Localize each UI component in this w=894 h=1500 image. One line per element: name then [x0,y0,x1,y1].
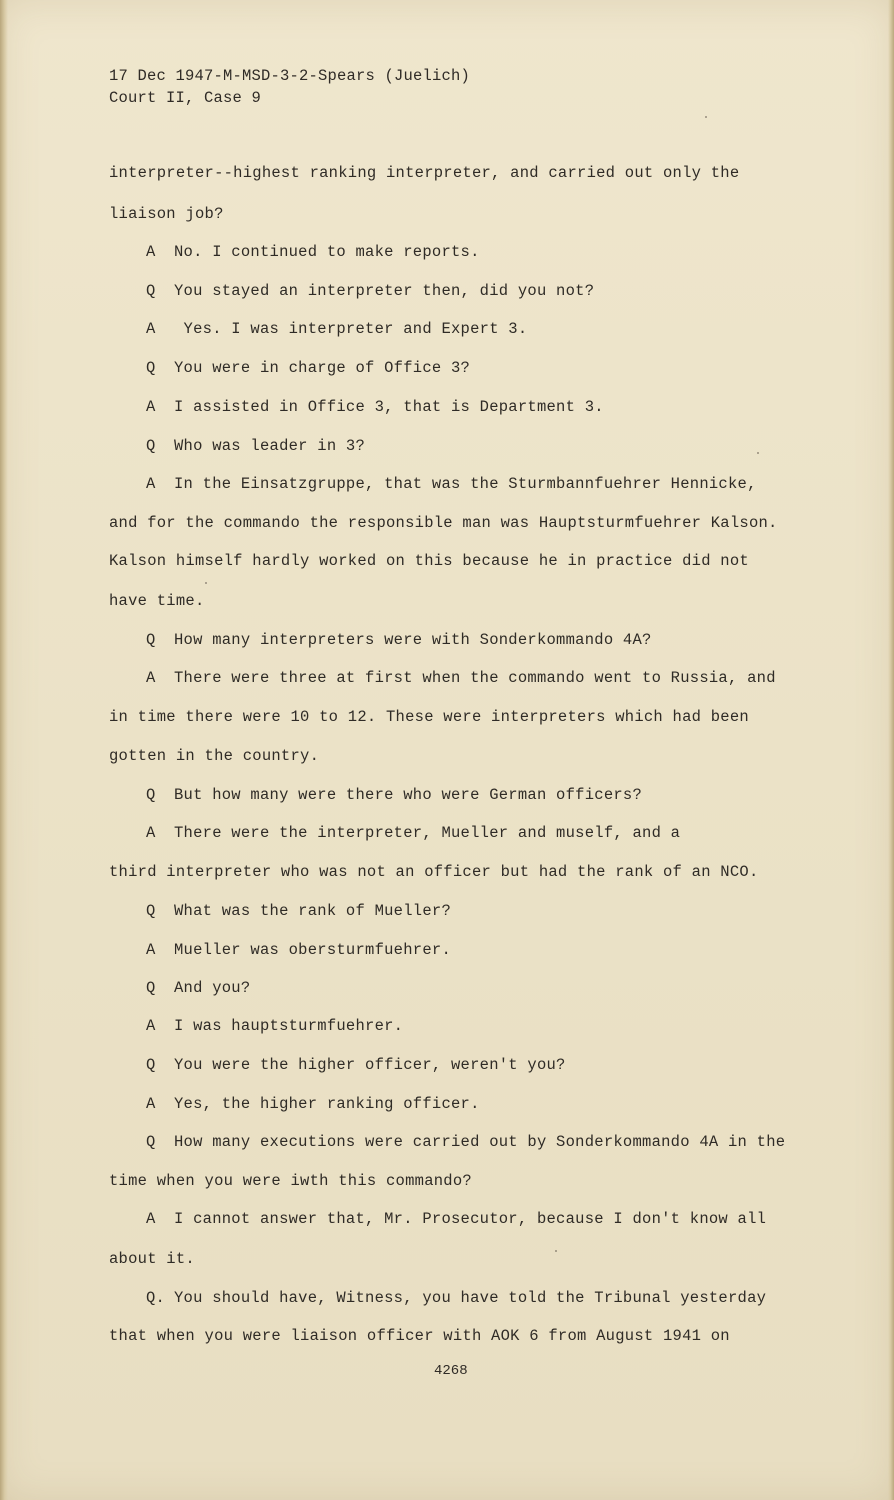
line-text: and for the commando the responsible man was Hauptsturmfuehrer Kalson. [109,514,778,532]
line-text: Yes. I was interpreter and Expert 3. [174,320,528,338]
line-text: How many executions were carried out by Sonderkommando 4A in the [174,1133,786,1151]
transcript-line [109,513,778,533]
speaker-label: Q [146,631,156,649]
line-text: You stayed an interpreter then, did you not? [174,282,595,300]
transcript-line [146,474,757,494]
page-number: 4268 [434,1363,468,1379]
header-line-2: Court II, Case 9 [109,89,262,107]
transcript-line [146,1016,403,1036]
speaker-label: Q [146,1133,156,1151]
transcript-line [109,862,759,882]
line-text: How many interpreters were with Sonderkommando 4A? [174,631,652,649]
speaker-label: Q [146,786,156,804]
speaker-label: A [146,243,156,261]
transcript-line [146,358,470,378]
line-text: interpreter--highest ranking interpreter, and carried out only the [109,164,740,182]
transcript-line [146,1132,785,1152]
transcript-line [146,1209,766,1229]
transcript-line [146,1055,566,1075]
line-text: Kalson himself hardly worked on this because he in practice did not [109,552,749,570]
line-text: about it. [109,1250,195,1268]
line-text: Who was leader in 3? [174,437,366,455]
transcript-line [146,668,776,688]
speaker-label: A [146,1017,156,1035]
transcript-line [146,630,652,650]
line-text: You should have, Witness, you have told the Tribunal yesterday [174,1289,767,1307]
page-right-edge [888,0,894,1500]
line-text: time when you were iwth this commando? [109,1172,472,1190]
line-text: There were the interpreter, Mueller and muself, and a [174,824,681,842]
transcript-line [146,940,451,960]
transcript-line [146,978,250,998]
speaker-label: Q [146,1056,156,1074]
transcript-line [146,1288,766,1308]
transcript-line [109,204,224,224]
line-text: What was the rank of Mueller? [174,902,451,920]
speaker-label: Q [146,359,156,377]
transcript-line [109,1171,472,1191]
line-text: I was hauptsturmfuehrer. [174,1017,404,1035]
line-text: I assisted in Office 3, that is Department 3. [174,398,604,416]
line-text: Yes, the higher ranking officer. [174,1095,480,1113]
speaker-label: Q [146,902,156,920]
speaker-label: A [146,669,156,687]
transcript-line [109,163,739,183]
transcript-line [146,785,642,805]
line-text: in time there were 10 to 12. These were interpreters which had been [109,708,749,726]
speaker-label: Q. [146,1289,166,1307]
transcript-line [146,823,680,843]
paper-speck [757,452,759,454]
line-text: And you? [174,979,251,997]
transcript-line [109,1326,730,1346]
transcript-line [146,281,594,301]
line-text: In the Einsatzgruppe, that was the Sturmbannfuehrer Hennicke, [174,475,757,493]
transcript-line [146,436,365,456]
line-text: But how many were there who were German officers? [174,786,643,804]
line-text: You were the higher officer, weren't you? [174,1056,566,1074]
speaker-label: Q [146,979,156,997]
transcript-line [109,1249,195,1269]
speaker-label: A [146,1210,156,1228]
transcript-line [146,397,604,417]
line-text: I cannot answer that, Mr. Prosecutor, because I don't know all [174,1210,767,1228]
speaker-label: Q [146,437,156,455]
header-line-1: 17 Dec 1947-M-MSD-3-2-Spears (Juelich) [109,67,471,85]
transcript-line [109,551,749,571]
line-text: that when you were liaison officer with AOK 6 from August 1941 on [109,1327,730,1345]
transcript-line [146,1094,480,1114]
transcript-line [109,707,749,727]
line-text: There were three at first when the commando went to Russia, and [174,669,776,687]
transcript-line [146,242,480,262]
line-text: Mueller was obersturmfuehrer. [174,941,451,959]
line-text: No. I continued to make reports. [174,243,480,261]
speaker-label: A [146,398,156,416]
page-left-edge [0,0,8,1500]
transcript-line [146,901,451,921]
line-text: You were in charge of Office 3? [174,359,471,377]
speaker-label: Q [146,282,156,300]
speaker-label: A [146,475,156,493]
line-text: third interpreter who was not an officer but had the rank of an NCO. [109,863,759,881]
transcript-line [146,319,527,339]
speaker-label: A [146,320,156,338]
line-text: gotten in the country. [109,747,320,765]
transcript-line [109,591,205,611]
paper-speck [705,116,707,118]
speaker-label: A [146,824,156,842]
line-text: liaison job? [109,205,224,223]
paper-speck [205,582,207,584]
paper-speck [555,1250,557,1252]
speaker-label: A [146,941,156,959]
speaker-label: A [146,1095,156,1113]
transcript-line [109,746,319,766]
line-text: have time. [109,592,205,610]
